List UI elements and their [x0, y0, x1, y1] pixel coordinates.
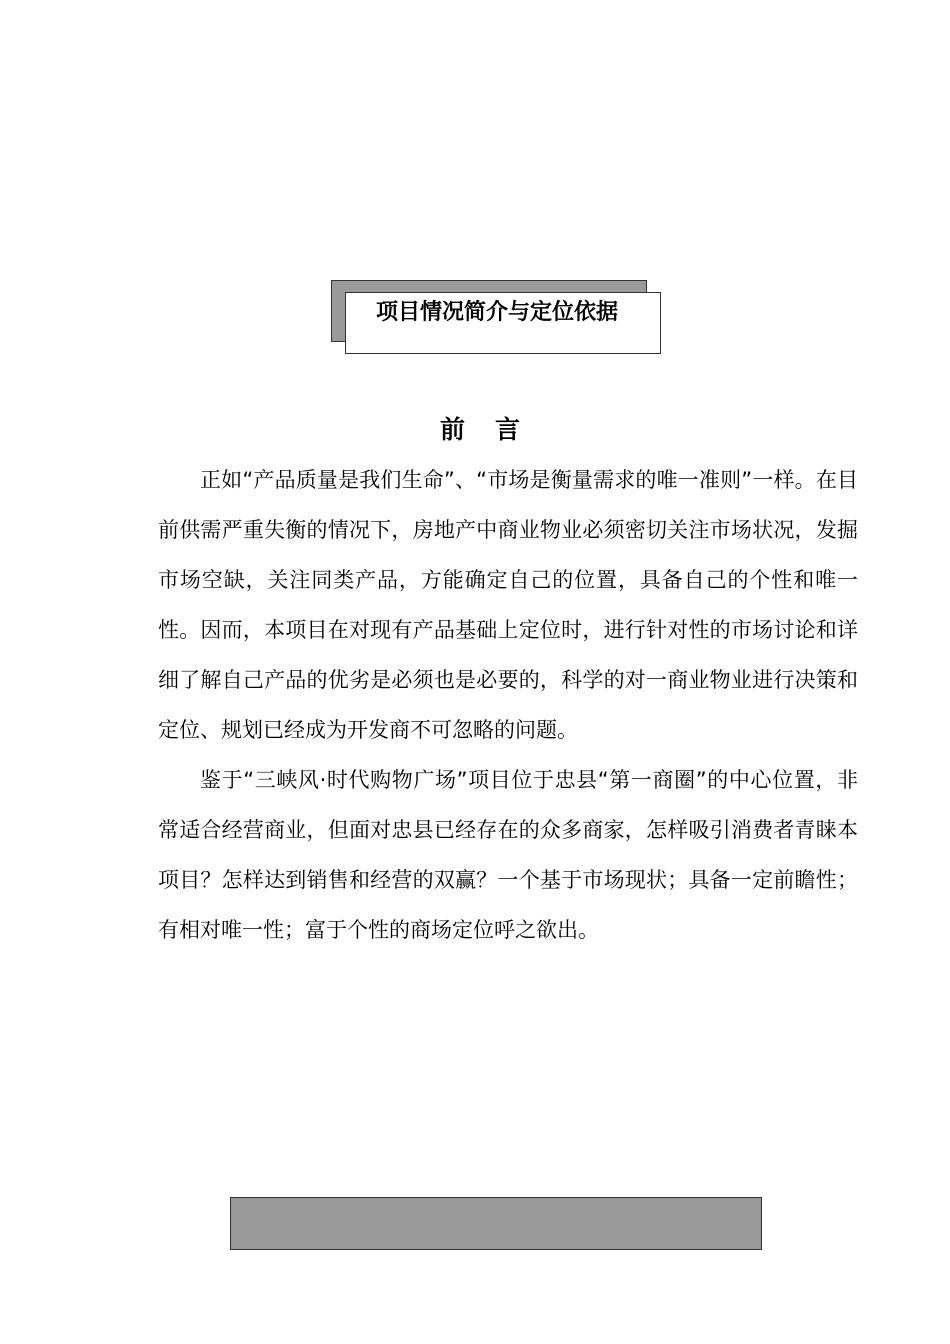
paragraph-intro: 正如“产品质量是我们生命”、“市场是衡量需求的唯一准则”一样。在目前供需严重失衡的情况下，房地产中商业物业必须密切关注市场状况，发掘市场空缺，关注同类产品，方能确定自己的位置，具备自己的个性和唯一性。因而，本项目在对现有产品基础上定位时，进行针对性的市场讨论和详细了解自己产品的优劣是必须也是必要的，科学的对一商业物业进行决策和定位、规划已经成为开发商不可忽略的问题。 [158, 468, 858, 742]
section-title-box [345, 292, 661, 354]
page-heading: 前言 [439, 415, 550, 444]
paragraph-project: 鉴于“三峡风·时代购物广场”项目位于忠县“第一商圈”的中心位置，非常适合经营商业，但面对忠县已经存在的众多商家，怎样吸引消费者青睐本项目？怎样达到销售和经营的双赢？一个基于市场现状；具备一定前瞻性；有相对唯一性；富于个性的商场定位呼之欲出。 [158, 768, 858, 942]
footer-bar [230, 1197, 762, 1250]
body-text [158, 455, 858, 955]
section-title: 项目情况简介与定位依据 [375, 300, 618, 325]
